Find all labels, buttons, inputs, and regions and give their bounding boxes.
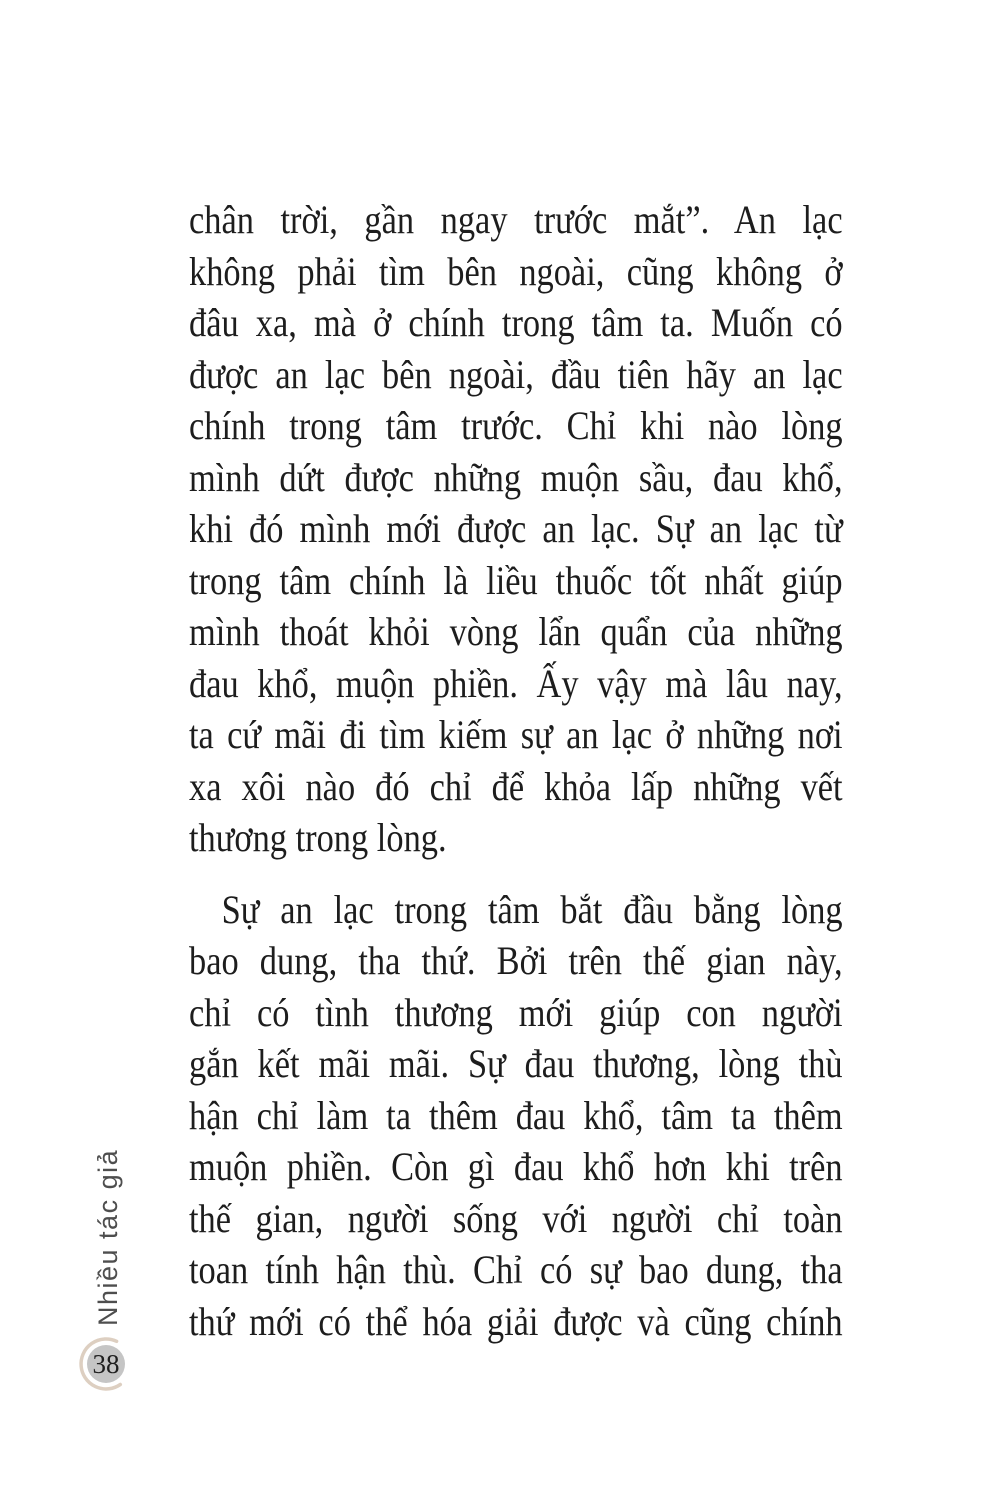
author-label-vertical: Nhiều tác giả bbox=[93, 1148, 123, 1326]
text-line: đâu xa, mà ở chính trong tâm ta. Muốn có bbox=[189, 300, 843, 345]
text-line: chỉ có tình thương mới giúp con người bbox=[189, 989, 843, 1035]
text-line: không phải tìm bên ngoài, cũng không ở bbox=[189, 248, 843, 294]
text-line: thứ mới có thể hóa giải được và cũng chính bbox=[189, 1298, 843, 1344]
text-line: Sự an lạc trong tâm bắt đầu bằng lòng bbox=[221, 886, 843, 932]
paragraph bbox=[189, 884, 843, 1348]
text-line: thế gian, người sống với người chỉ toàn bbox=[189, 1195, 843, 1241]
paragraph bbox=[189, 194, 843, 864]
text-line: muộn phiền. Còn gì đau khổ hơn khi trên bbox=[189, 1144, 843, 1189]
text-line: hận chỉ làm ta thêm đau khổ, tâm ta thêm bbox=[189, 1092, 843, 1138]
text-line: xa xôi nào đó chỉ để khỏa lấp những vết bbox=[189, 763, 843, 809]
text-line: bao dung, tha thứ. Bởi trên thế gian này, bbox=[189, 938, 843, 983]
page-number: 38 bbox=[92, 1349, 120, 1379]
text-line: gắn kết mãi mãi. Sự đau thương, lòng thù bbox=[189, 1041, 843, 1086]
text-line: thương trong lòng. bbox=[189, 815, 447, 860]
body-text-column bbox=[189, 194, 843, 1347]
text-line: chính trong tâm trước. Chỉ khi nào lòng bbox=[189, 403, 843, 448]
page-number-badge bbox=[76, 1332, 140, 1396]
text-line: mình thoát khỏi vòng lẩn quẩn của những bbox=[189, 609, 843, 654]
text-line: đau khổ, muộn phiền. Ấy vậy mà lâu nay, bbox=[189, 660, 843, 706]
text-line: mình dứt được những muộn sầu, đau khổ, bbox=[189, 454, 843, 500]
text-line: chân trời, gần ngay trước mắt”. An lạc bbox=[189, 197, 843, 242]
text-line: được an lạc bên ngoài, đầu tiên hãy an lạc bbox=[189, 351, 843, 397]
text-line: khi đó mình mới được an lạc. Sự an lạc từ bbox=[189, 506, 843, 551]
text-line: trong tâm chính là liều thuốc tốt nhất giúp bbox=[189, 557, 843, 603]
text-line: toan tính hận thù. Chỉ có sự bao dung, tha bbox=[189, 1247, 843, 1292]
text-line: ta cứ mãi đi tìm kiếm sự an lạc ở những nơi bbox=[189, 712, 843, 757]
